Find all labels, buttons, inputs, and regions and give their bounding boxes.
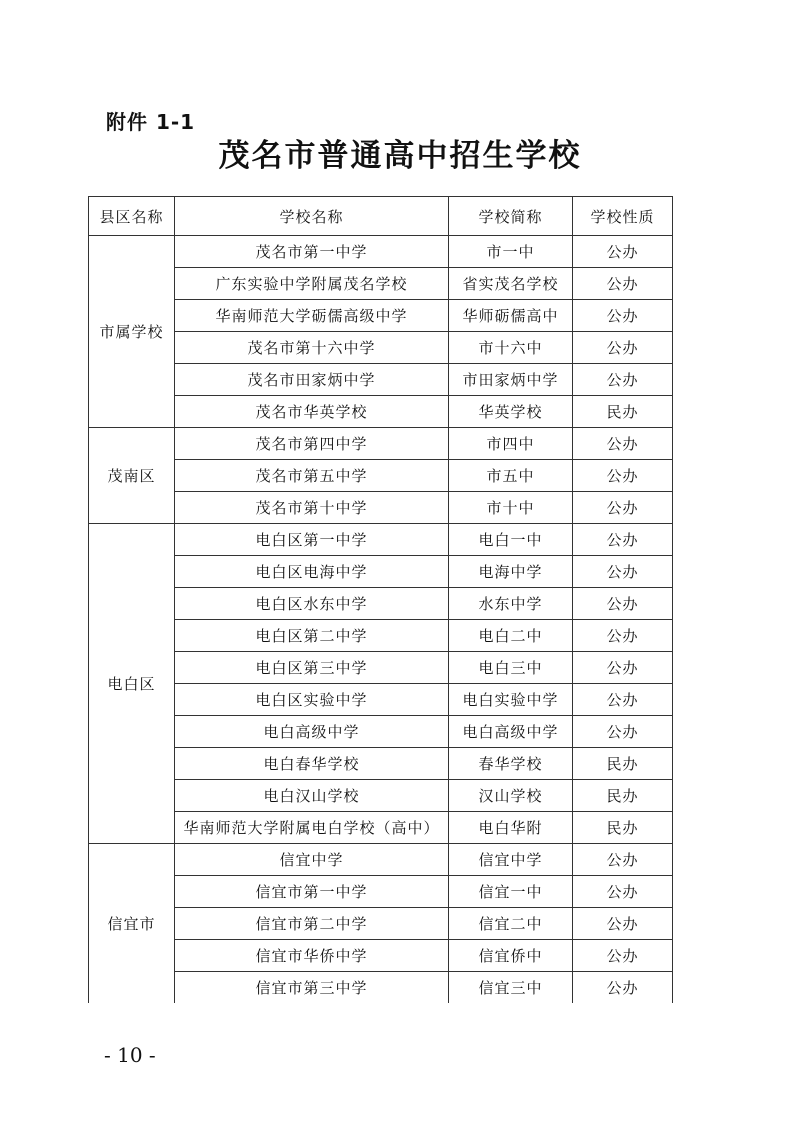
- school-name-cell: 电白区第一中学: [175, 524, 449, 556]
- table-row: [89, 812, 673, 844]
- school-name-cell: 茂名市第十中学: [175, 492, 449, 524]
- school-type-cell: 公办: [573, 620, 673, 652]
- table-row: [89, 460, 673, 492]
- page-number: - 10 -: [104, 1043, 156, 1067]
- school-name-cell: 茂名市田家炳中学: [175, 364, 449, 396]
- school-type-cell: 公办: [573, 588, 673, 620]
- district-cell: 电白区: [89, 524, 175, 844]
- header-school-type: 学校性质: [573, 197, 673, 236]
- short-name-cell: 电白高级中学: [449, 716, 573, 748]
- table-row: [89, 236, 673, 268]
- table-row: [89, 972, 673, 1004]
- school-name-cell: 华南师范大学砺儒高级中学: [175, 300, 449, 332]
- school-name-cell: 电白高级中学: [175, 716, 449, 748]
- table-row: [89, 492, 673, 524]
- school-type-cell: 民办: [573, 396, 673, 428]
- table-row: [89, 300, 673, 332]
- table-row: [89, 428, 673, 460]
- short-name-cell: 市十六中: [449, 332, 573, 364]
- school-type-cell: 公办: [573, 684, 673, 716]
- school-type-cell: 民办: [573, 780, 673, 812]
- short-name-cell: 省实茂名学校: [449, 268, 573, 300]
- school-type-cell: 公办: [573, 972, 673, 1004]
- school-type-cell: 民办: [573, 748, 673, 780]
- school-type-cell: 公办: [573, 236, 673, 268]
- school-type-cell: 公办: [573, 460, 673, 492]
- header-district: 县区名称: [89, 197, 175, 236]
- table-row: [89, 780, 673, 812]
- short-name-cell: 汉山学校: [449, 780, 573, 812]
- table-row: [89, 908, 673, 940]
- school-type-cell: 公办: [573, 492, 673, 524]
- table-row: [89, 268, 673, 300]
- school-name-cell: 电白区水东中学: [175, 588, 449, 620]
- school-type-cell: 公办: [573, 716, 673, 748]
- table-row: [89, 876, 673, 908]
- school-type-cell: 公办: [573, 300, 673, 332]
- school-name-cell: 信宜市第一中学: [175, 876, 449, 908]
- school-type-cell: 公办: [573, 524, 673, 556]
- short-name-cell: 水东中学: [449, 588, 573, 620]
- school-name-cell: 电白区第二中学: [175, 620, 449, 652]
- school-name-cell: 华南师范大学附属电白学校（高中）: [175, 812, 449, 844]
- school-type-cell: 公办: [573, 876, 673, 908]
- district-cell: 茂南区: [89, 428, 175, 524]
- school-type-cell: 公办: [573, 428, 673, 460]
- short-name-cell: 市五中: [449, 460, 573, 492]
- attachment-label: 附件 1-1: [106, 110, 196, 134]
- short-name-cell: 春华学校: [449, 748, 573, 780]
- school-name-cell: 信宜市第三中学: [175, 972, 449, 1004]
- district-cell: 信宜市: [89, 844, 175, 1004]
- table-row: [89, 652, 673, 684]
- school-name-cell: 电白区电海中学: [175, 556, 449, 588]
- table-row: [89, 844, 673, 876]
- short-name-cell: 电海中学: [449, 556, 573, 588]
- document-title: 茂名市普通高中招生学校: [218, 138, 582, 174]
- table-body: [89, 236, 673, 1004]
- short-name-cell: 华英学校: [449, 396, 573, 428]
- school-name-cell: 茂名市第五中学: [175, 460, 449, 492]
- school-type-cell: 公办: [573, 940, 673, 972]
- short-name-cell: 市一中: [449, 236, 573, 268]
- short-name-cell: 电白华附: [449, 812, 573, 844]
- short-name-cell: 电白三中: [449, 652, 573, 684]
- short-name-cell: 华师砺儒高中: [449, 300, 573, 332]
- school-name-cell: 广东实验中学附属茂名学校: [175, 268, 449, 300]
- school-name-cell: 信宜中学: [175, 844, 449, 876]
- school-type-cell: 公办: [573, 332, 673, 364]
- short-name-cell: 信宜中学: [449, 844, 573, 876]
- school-type-cell: 公办: [573, 268, 673, 300]
- school-type-cell: 公办: [573, 908, 673, 940]
- school-name-cell: 电白春华学校: [175, 748, 449, 780]
- short-name-cell: 信宜一中: [449, 876, 573, 908]
- table-row: [89, 332, 673, 364]
- table-row: [89, 684, 673, 716]
- school-name-cell: 茂名市第四中学: [175, 428, 449, 460]
- district-cell: 市属学校: [89, 236, 175, 428]
- short-name-cell: 电白二中: [449, 620, 573, 652]
- school-name-cell: 信宜市华侨中学: [175, 940, 449, 972]
- school-name-cell: 茂名市第一中学: [175, 236, 449, 268]
- school-name-cell: 电白区第三中学: [175, 652, 449, 684]
- short-name-cell: 信宜三中: [449, 972, 573, 1004]
- short-name-cell: 市田家炳中学: [449, 364, 573, 396]
- school-name-cell: 茂名市华英学校: [175, 396, 449, 428]
- table-header: [89, 197, 673, 236]
- table-row: [89, 748, 673, 780]
- school-type-cell: 民办: [573, 812, 673, 844]
- short-name-cell: 电白实验中学: [449, 684, 573, 716]
- table-row: [89, 588, 673, 620]
- table-row: [89, 716, 673, 748]
- short-name-cell: 电白一中: [449, 524, 573, 556]
- header-row: [89, 197, 673, 236]
- short-name-cell: 信宜侨中: [449, 940, 573, 972]
- table-row: [89, 524, 673, 556]
- table-row: [89, 556, 673, 588]
- school-type-cell: 公办: [573, 556, 673, 588]
- table-row: [89, 396, 673, 428]
- short-name-cell: 市十中: [449, 492, 573, 524]
- school-name-cell: 电白区实验中学: [175, 684, 449, 716]
- short-name-cell: 市四中: [449, 428, 573, 460]
- school-type-cell: 公办: [573, 364, 673, 396]
- header-school-name: 学校名称: [175, 197, 449, 236]
- school-name-cell: 电白汉山学校: [175, 780, 449, 812]
- school-name-cell: 茂名市第十六中学: [175, 332, 449, 364]
- header-short-name: 学校简称: [449, 197, 573, 236]
- table-row: [89, 940, 673, 972]
- table-row: [89, 620, 673, 652]
- school-name-cell: 信宜市第二中学: [175, 908, 449, 940]
- schools-table: [88, 196, 673, 1003]
- short-name-cell: 信宜二中: [449, 908, 573, 940]
- school-type-cell: 公办: [573, 844, 673, 876]
- table-row: [89, 364, 673, 396]
- school-type-cell: 公办: [573, 652, 673, 684]
